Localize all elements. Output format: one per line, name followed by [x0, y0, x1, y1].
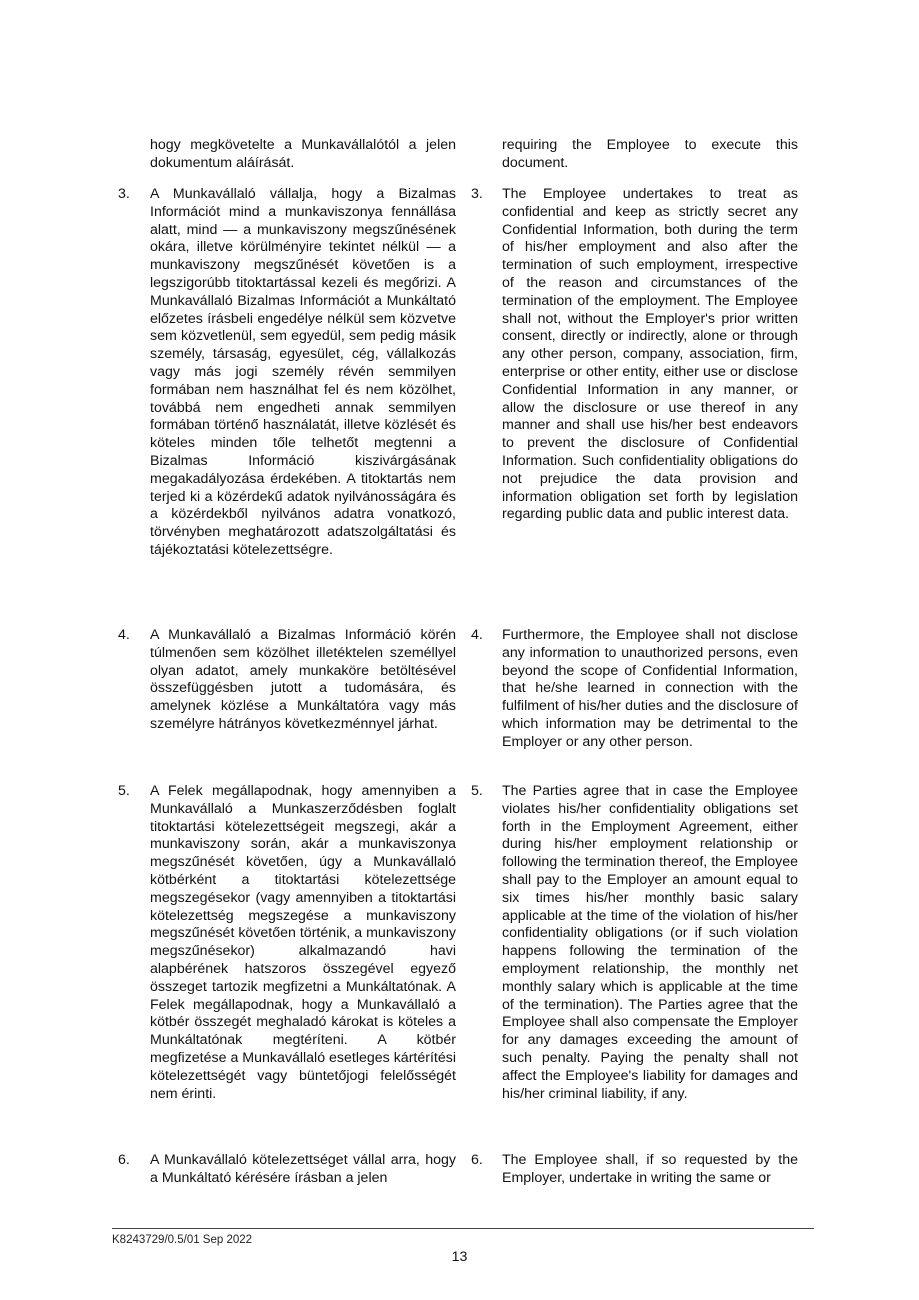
clause-3-number-en: 3. — [471, 186, 483, 202]
page-number: 13 — [451, 1249, 468, 1265]
clause-5-text-hu: A Felek megállapodnak, hogy amennyiben a Munkavállaló a Munkaszerződésben foglalt titoktartási kötelezettségeit megszegi, akár a munkaviszony során, akár a munkaviszonya megszűnését követően, úgy a Munkavállaló kötbérként a titoktartási kötelezettsége megszegésekor (vagy amennyiben a titoktartási kötelezettség megszegése a munkaviszony megszűnését követően történik, a munkaviszony megszűnésekor) alkalmazandó havi alapbérének hatszoros összegével egyező összeget tartozik megfizetni a Munkáltatónak. A Felek megállapodnak, hogy a Munkavállaló a kötbér összegét meghaladó károkat is köteles a Munkáltatónak megtéríteni. A kötbér megfizetése a Munkavállaló esetleges kártérítési kötelezettségét vagy büntetőjogi felelősségét nem érinti. — [150, 783, 456, 1102]
clause-4-text-en: Furthermore, the Employee shall not disclose any information to unauthorized persons, even beyond the scope of Confidential Information, that he/she learned in connection with the fulfilment of his/her duties and the disclosure of which information may be detrimental to the Employer or any other person. — [502, 627, 798, 750]
clause-5-number-hu: 5. — [118, 783, 130, 799]
clause-5-number-en: 5. — [471, 783, 483, 799]
clause-6-number-en: 6. — [471, 1152, 483, 1168]
clause-6-text-hu: A Munkavállaló kötelezettséget vállal arra, hogy a Munkáltató kérésére írásban a jelen — [150, 1152, 456, 1186]
clause-4-text-hu: A Munkavállaló a Bizalmas Információ körén túlmenően sem közölhet illetéktelen személlyel olyan adatot, amely munkaköre betöltésével összefüggésben jutott a tudomására, és amelynek közlése a Munkáltatóra vagy más személyre hátrányos következménnyel járhat. — [150, 627, 456, 732]
clause-3-number-hu: 3. — [118, 186, 130, 202]
clause-6-text-en: The Employee shall, if so requested by the Employer, undertake in writing the same or — [502, 1152, 798, 1186]
clause-4-number-hu: 4. — [118, 627, 130, 643]
clause-3-text-hu: A Munkavállaló vállalja, hogy a Bizalmas Információt mind a munkaviszonya fennállása alatt, mind — a munkaviszony megszűnésének okára, illetve körülményire tekintet nélkül — a munkaviszony megszűnését követően is a legszigorúbb titoktartással kezeli és megőrizi. A Munkavállaló Bizalmas Információt a Munkáltató előzetes írásbeli engedélye nélkül sem közvetve sem közvetlenül, sem egyedül, sem pedig másik személy, társaság, egyesület, cég, vállalkozás vagy más jogi személy révén semmilyen formában nem használhat fel és nem közölhet, továbbá nem engedheti annak semmilyen formában történő használatát, illetve közlését és köteles minden tőle telhetőt megtenni a Bizalmas Információ kiszivárgásának megakadályozása érdekében. A titoktartás nem terjed ki a közérdekű adatok nyilvánosságára és a közérdekből nyilvános adatra vonatkozó, törvényben meghatározott adatszolgáltatási és tájékoztatási kötelezettségre. — [150, 186, 456, 558]
document-reference: K8243729/0.5/01 Sep 2022 — [112, 1234, 253, 1246]
clause-5-text-en: The Parties agree that in case the Employee violates his/her confidentiality obligations set forth in the Employment Agreement, either during his/her employment relationship or following the termination thereof, the Employee shall pay to the Employer an amount equal to six times his/her monthly basic salary applicable at the time of the violation of his/her confidentiality obligations (or if such violation happens following the termination of the employment relationship, the monthly net monthly salary which is applicable at the time of the termination). The Parties agree that the Employee shall also compensate the Employer for any damages exceeding the amount of such penalty. Paying the penalty shall not affect the Employee's liability for damages and his/her criminal liability, if any. — [502, 783, 798, 1102]
footer-divider — [112, 1228, 814, 1229]
clause-3-text-en: The Employee undertakes to treat as confidential and keep as strictly secret any Confidential Information, both during the term of his/her employment and also after the termination of such employment, irrespective of the reason and circumstances of the termination of the employment. The Employee shall not, without the Employer's prior written consent, directly or indirectly, alone or through any other person, company, association, firm, enterprise or other entity, either use or disclose Confidential Information in any manner, or allow the disclosure or use thereof in any manner and shall use his/her best endeavors to prevent the disclosure of Confidential Information. Such confidentiality obligations do not prejudice the data provision and information obligation set forth by legislation regarding public data and public interest data. — [502, 186, 798, 523]
clause-4-number-en: 4. — [471, 627, 483, 643]
clause-continuation-en: requiring the Employee to execute this document. — [502, 137, 798, 171]
clause-6-number-hu: 6. — [118, 1152, 130, 1168]
clause-continuation-hu: hogy megkövetelte a Munkavállalótól a jelen dokumentum aláírását. — [150, 137, 456, 171]
